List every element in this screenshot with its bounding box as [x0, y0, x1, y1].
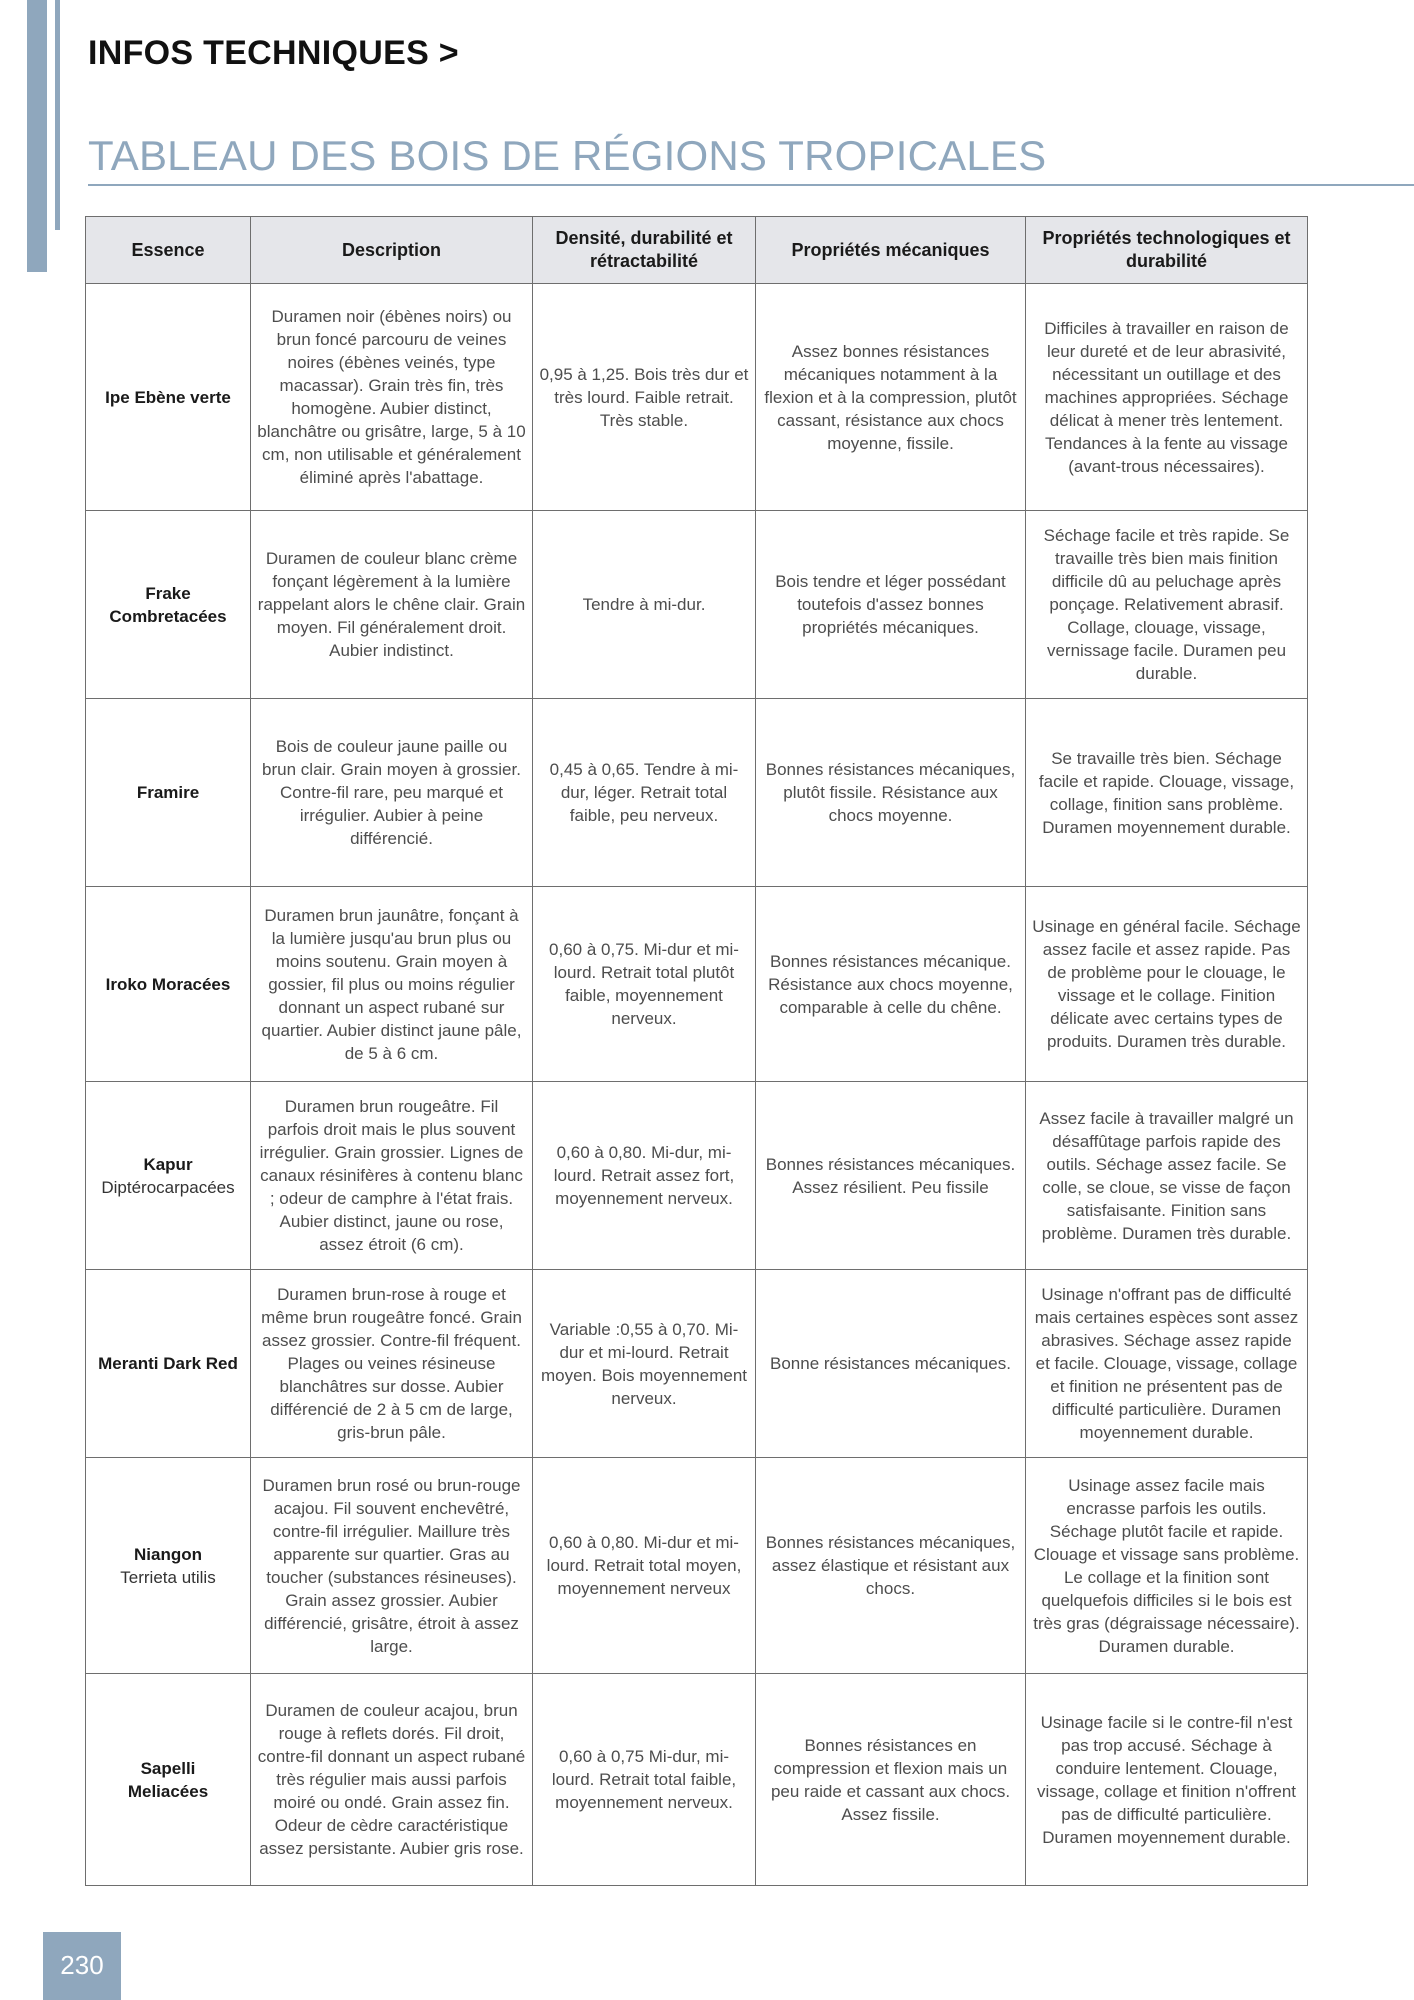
mechanical-cell: Bonnes résistances en compression et flexion mais un peu raide et cassant aux chocs. Assez fissile. — [756, 1674, 1026, 1886]
technological-cell: Assez facile à travailler malgré un désaffûtage parfois rapide des outils. Séchage assez facile. Se colle, se cloue, se visse de façon satisfaisante. Finition sans problème. Duramen très durable. — [1026, 1082, 1308, 1270]
essence-family: Combretacées — [109, 606, 227, 626]
description-cell: Duramen brun rougeâtre. Fil parfois droit mais le plus souvent irrégulier. Grain grossier. Lignes de canaux résinifères à contenu blanc ; odeur de camphre à l'état frais. Aubier distinct, jaune ou rose, assez étroit (6 cm). — [251, 1082, 533, 1270]
description-cell: Duramen brun-rose à rouge et même brun rougeâtre foncé. Grain assez grossier. Contre-fil fréquent. Plages ou veines résineuse blanchâtres sur dosse. Aubier différencié de 2 à 5 cm de large, gris-brun pâle. — [251, 1270, 533, 1458]
essence-name: Niangon — [134, 1544, 202, 1564]
title-divider — [88, 184, 1414, 186]
section-header: INFOS TECHNIQUES > — [88, 34, 459, 72]
col-header-description: Description — [251, 217, 533, 284]
side-accent-line — [55, 0, 60, 230]
col-header-essence: Essence — [86, 217, 251, 284]
mechanical-cell: Bonnes résistances mécanique. Résistance aux chocs moyenne, comparable à celle du chêne. — [756, 887, 1026, 1082]
technological-cell: Usinage en général facile. Séchage assez facile et assez rapide. Pas de problème pour le clouage, le vissage et le collage. Finition délicate avec certains types de produits. Duramen très durable. — [1026, 887, 1308, 1082]
description-cell: Duramen de couleur blanc crème fonçant légèrement à la lumière rappelant alors le chêne clair. Grain moyen. Fil généralement droit. Aubier indistinct. — [251, 511, 533, 699]
side-accent-bar — [27, 0, 47, 272]
table-row — [86, 1458, 1308, 1674]
technological-cell: Difficiles à travailler en raison de leur dureté et de leur abrasivité, nécessitant un outillage et des machines appropriées. Séchage délicat à mener très lentement. Tendances à la fente au vissage (avant-trous nécessaires). — [1026, 284, 1308, 511]
density-cell: 0,60 à 0,75. Mi-dur et mi-lourd. Retrait total plutôt faible, moyennement nerveux. — [533, 887, 756, 1082]
table-row — [86, 284, 1308, 511]
col-header-technological: Propriétés technologiques et durabilité — [1026, 217, 1308, 284]
mechanical-cell: Bonnes résistances mécaniques. Assez résilient. Peu fissile — [756, 1082, 1026, 1270]
density-cell: 0,60 à 0,75 Mi-dur, mi-lourd. Retrait total faible, moyennement nerveux. — [533, 1674, 756, 1886]
col-header-density: Densité, durabilité et rétractabilité — [533, 217, 756, 284]
essence-name: Meranti Dark Red — [98, 1354, 238, 1373]
essence-cell — [86, 887, 251, 1082]
technological-cell: Séchage facile et très rapide. Se travaille très bien mais finition difficile dû au peluchage après ponçage. Relativement abrasif. Collage, clouage, vissage, vernissage facile. Duramen peu durable. — [1026, 511, 1308, 699]
technological-cell: Usinage facile si le contre-fil n'est pas trop accusé. Séchage à conduire lentement. Clouage, vissage, collage et finition n'offrent pas de difficulté particulière. Duramen moyennement durable. — [1026, 1674, 1308, 1886]
essence-cell — [86, 699, 251, 887]
essence-family: Meliacées — [127, 1781, 209, 1801]
essence-cell — [86, 511, 251, 699]
essence-name: Iroko Moracées — [105, 974, 231, 994]
essence-family: Diptérocarpacées — [101, 1177, 235, 1197]
mechanical-cell: Assez bonnes résistances mécaniques notamment à la flexion et à la compression, plutôt cassant, résistance aux chocs moyenne, fissile. — [756, 284, 1026, 511]
mechanical-cell: Bonnes résistances mécaniques, assez élastique et résistant aux chocs. — [756, 1458, 1026, 1674]
description-cell: Duramen noir (ébènes noirs) ou brun foncé parcouru de veines noires (ébènes veinés, type macassar). Grain très fin, très homogène. Aubier distinct, blanchâtre ou grisâtre, large, 5 à 10 cm, non utilisable et généralement éliminé après l'abattage. — [251, 284, 533, 511]
essence-cell — [86, 1458, 251, 1674]
technological-cell: Usinage assez facile mais encrasse parfois les outils. Séchage plutôt facile et rapide. Clouage et vissage sans problème. Le collage et la finition sont quelquefois difficiles si le bois est très gras (dégraissage nécessaire). Duramen durable. — [1026, 1458, 1308, 1674]
description-cell: Duramen de couleur acajou, brun rouge à reflets dorés. Fil droit, contre-fil donnant un aspect rubané très régulier mais aussi parfois moiré ou ondé. Grain assez fin. Odeur de cèdre caractéristique assez persistante. Aubier gris rose. — [251, 1674, 533, 1886]
description-cell: Bois de couleur jaune paille ou brun clair. Grain moyen à grossier. Contre-fil rare, peu marqué et irrégulier. Aubier à peine différencié. — [251, 699, 533, 887]
essence-cell — [86, 1082, 251, 1270]
essence-cell — [86, 1270, 251, 1458]
page-title: TABLEAU DES BOIS DE RÉGIONS TROPICALES — [88, 132, 1047, 179]
density-cell: Variable :0,55 à 0,70. Mi-dur et mi-lourd. Retrait moyen. Bois moyennement nerveux. — [533, 1270, 756, 1458]
density-cell: 0,45 à 0,65. Tendre à mi-dur, léger. Retrait total faible, peu nerveux. — [533, 699, 756, 887]
table-header-row — [86, 217, 1308, 284]
table-row — [86, 1674, 1308, 1886]
essence-name: Sapelli — [140, 1758, 196, 1778]
mechanical-cell: Bois tendre et léger possédant toutefois d'assez bonnes propriétés mécaniques. — [756, 511, 1026, 699]
essence-cell — [86, 284, 251, 511]
mechanical-cell: Bonnes résistances mécaniques, plutôt fissile. Résistance aux chocs moyenne. — [756, 699, 1026, 887]
essence-name: Kapur — [143, 1154, 193, 1174]
density-cell: 0,60 à 0,80. Mi-dur et mi-lourd. Retrait total moyen, moyennement nerveux — [533, 1458, 756, 1674]
description-cell: Duramen brun rosé ou brun-rouge acajou. Fil souvent enchevêtré, contre-fil irrégulier. Maillure très apparente sur quartier. Gras au toucher (substances résineuses). Grain assez grossier. Aubier différencié, grisâtre, étroit à assez large. — [251, 1458, 533, 1674]
col-header-mechanical: Propriétés mécaniques — [756, 217, 1026, 284]
technological-cell: Usinage n'offrant pas de difficulté mais certaines espèces sont assez abrasives. Séchage assez rapide et facile. Clouage, vissage, collage et finition ne présentent pas de difficulté particulière. Duramen moyennement durable. — [1026, 1270, 1308, 1458]
density-cell: Tendre à mi-dur. — [533, 511, 756, 699]
table-row — [86, 1270, 1308, 1458]
essence-cell — [86, 1674, 251, 1886]
density-cell: 0,95 à 1,25. Bois très dur et très lourd. Faible retrait. Très stable. — [533, 284, 756, 511]
table-row — [86, 699, 1308, 887]
description-cell: Duramen brun jaunâtre, fonçant à la lumière jusqu'au brun plus ou moins soutenu. Grain moyen à gossier, fil plus ou moins régulier donnant un aspect rubané sur quartier. Aubier distinct jaune pâle, de 5 à 6 cm. — [251, 887, 533, 1082]
density-cell: 0,60 à 0,80. Mi-dur, mi-lourd. Retrait assez fort, moyennement nerveux. — [533, 1082, 756, 1270]
page-number: 230 — [60, 1950, 104, 1980]
essence-name: Frake — [145, 583, 191, 603]
essence-name: Framire — [136, 783, 200, 802]
wood-table — [85, 216, 1308, 1886]
essence-name: Ipe Ebène verte — [105, 387, 231, 407]
mechanical-cell: Bonne résistances mécaniques. — [756, 1270, 1026, 1458]
essence-family: Terrieta utilis — [120, 1567, 216, 1587]
table-row — [86, 887, 1308, 1082]
table-row — [86, 511, 1308, 699]
technological-cell: Se travaille très bien. Séchage facile et rapide. Clouage, vissage, collage, finition sans problème. Duramen moyennement durable. — [1026, 699, 1308, 887]
table-row — [86, 1082, 1308, 1270]
